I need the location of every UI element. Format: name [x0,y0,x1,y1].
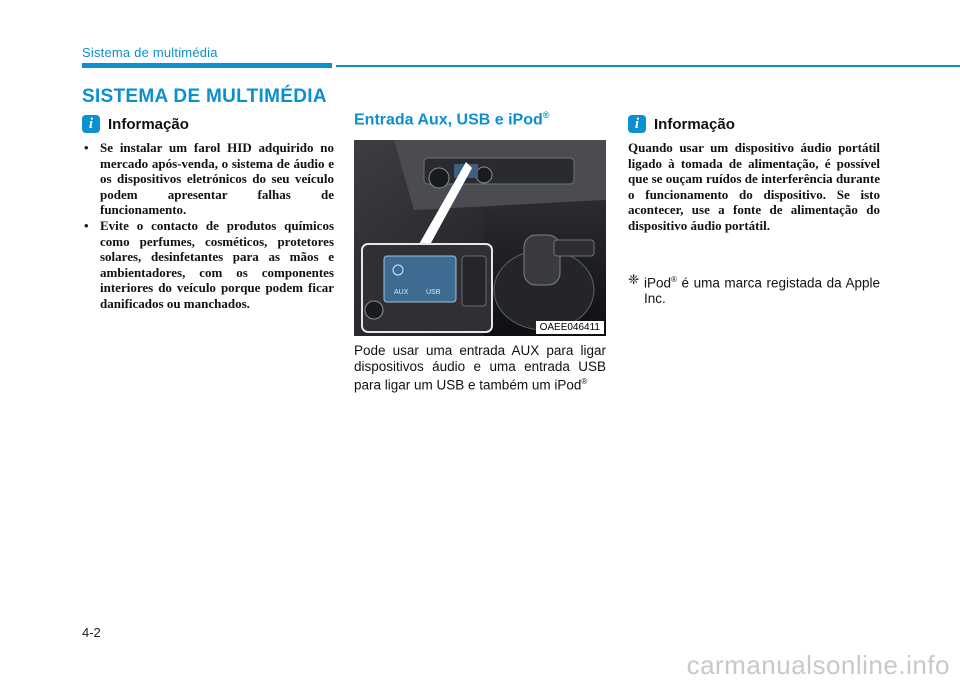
bullet-item: • Se instalar um farol HID adquirido no mercado após-venda, o sistema de áudio e os dispositivos eletrónicos do seu veículo podem apresentar falhas de funcionamento. [82,140,334,218]
page-number: 4-2 [82,625,101,640]
info-heading-left [82,115,189,133]
info-icon: i [82,115,100,133]
section-heading-text: Entrada Aux, USB e iPod [354,111,543,129]
usb-label: USB [426,289,441,296]
registered-mark: ® [671,275,677,284]
header-rule-thick [82,63,332,68]
info-title: Informação [108,115,189,133]
info-heading-right [628,115,735,133]
registered-mark: ® [581,377,588,387]
registered-mark: ® [542,110,550,120]
note-text-1: iPod [644,275,672,291]
note-text-2: é uma marca registada da Apple Inc. [644,275,880,307]
aux-label: AUX [394,289,409,296]
watermark: carmanualsonline.info [686,650,950,680]
aux-usb-paragraph-text: Pode usar uma entrada AUX para ligar dispositivos áudio e uma entrada USB para ligar um USB e também um iPod [354,343,606,393]
aux-usb-paragraph [354,343,606,393]
info-title: Informação [654,115,735,133]
bullet-item: • Evite o contacto de produtos químicos como perfumes, cosméticos, protetores solares, desinfetantes para as mãos e ambientadores, com os componentes interiores do veículo porque podem ficar danificados ou manchados. [82,218,334,312]
page-title: SISTEMA DE MULTIMÉDIA [82,86,327,107]
console-illustration [354,140,606,336]
console-photo [354,140,606,336]
info-icon: i [628,115,646,133]
section-heading [354,110,549,129]
section-label: Sistema de multimédia [82,45,218,60]
note-body [644,272,880,307]
image-code: OAEE046411 [536,321,604,334]
header-rule-thin [336,65,960,67]
info-bullet-list [82,140,334,312]
note-mark-icon: ❈ [628,272,640,287]
trademark-note [628,272,880,307]
info-paragraph: Quando usar um dispositivo áudio portátil ligado à tomada de alimentação, é possível que se ouçam ruídos de interferência durante o funcionamento do dispositivo. Se isto acontecer, use a fonte de alimentação do dispositivo áudio portátil. [628,140,880,233]
